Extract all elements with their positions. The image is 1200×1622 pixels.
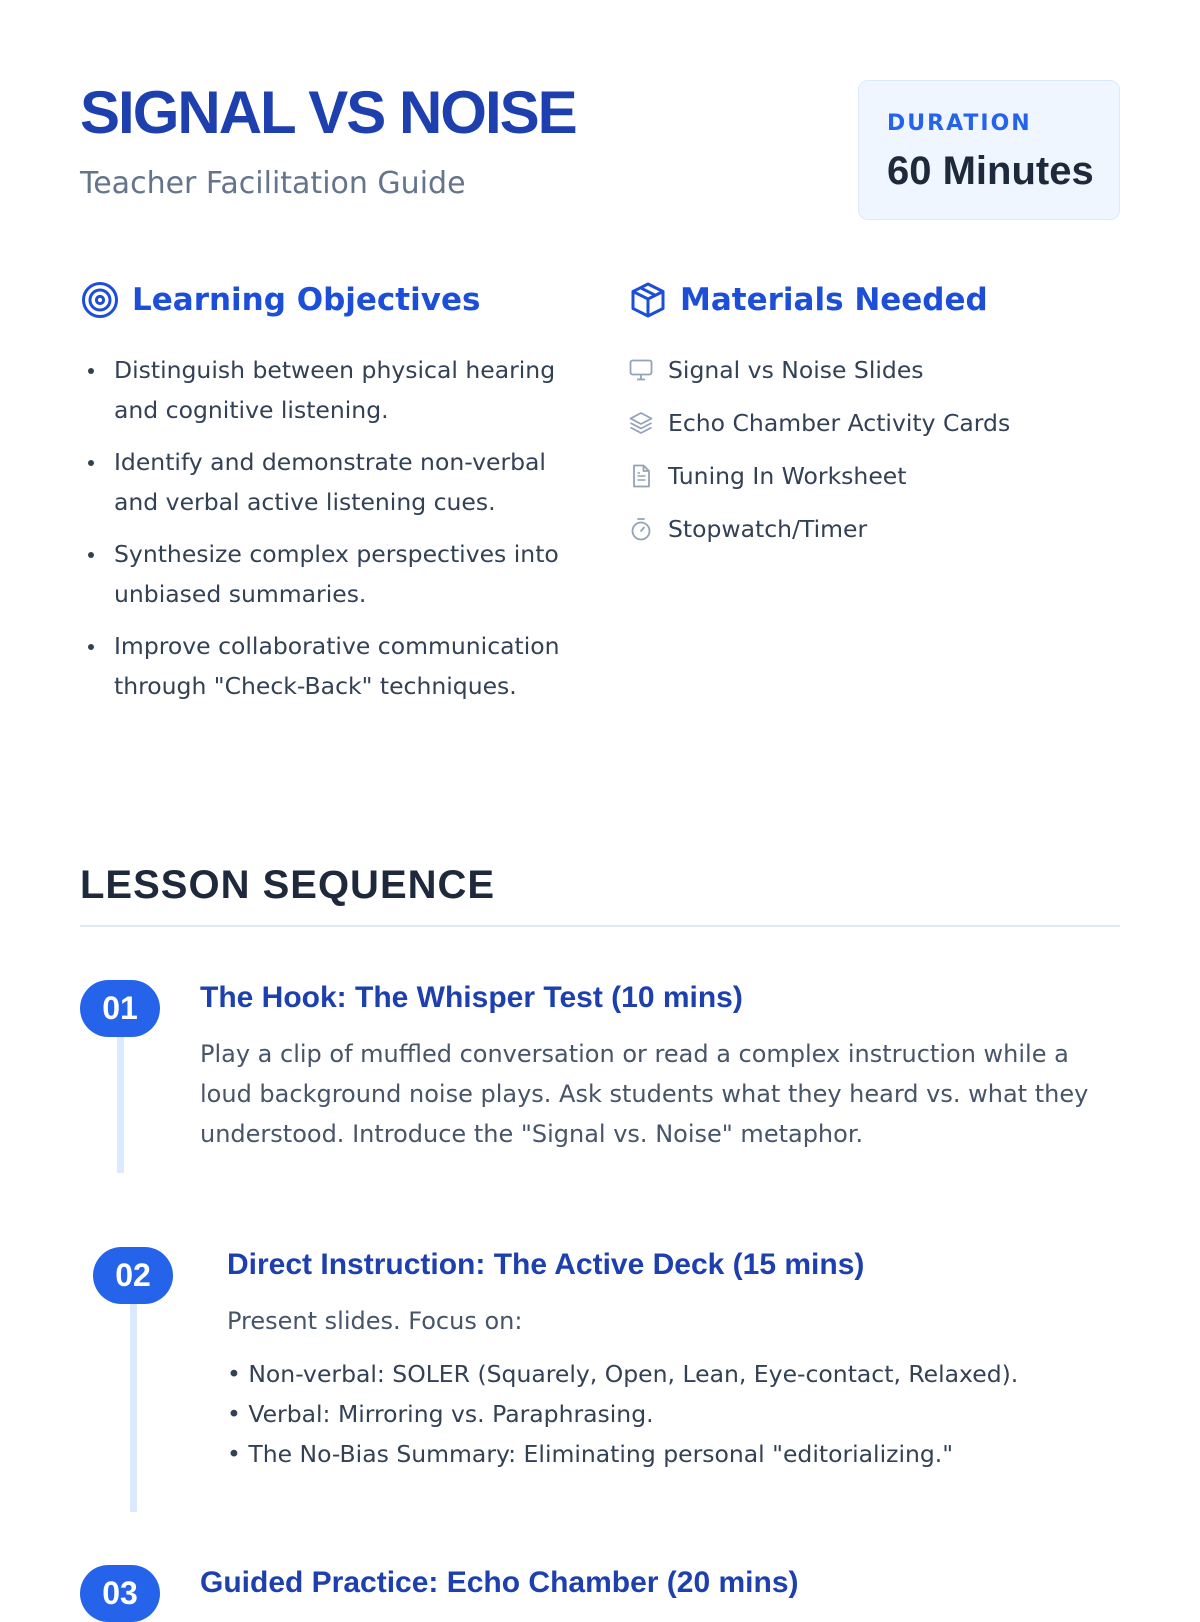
step-bullet: • Non-verbal: SOLER (Squarely, Open, Lean, Eye-contact, Relaxed). xyxy=(227,1354,1018,1394)
duration-label: DURATION xyxy=(887,111,1032,136)
material-label: Signal vs Noise Slides xyxy=(668,356,924,384)
timeline-line xyxy=(130,1304,137,1512)
monitor-icon xyxy=(628,357,654,383)
objective-item: Distinguish between physical hearing and cognitive listening. xyxy=(80,350,560,430)
duration-badge xyxy=(858,80,1120,220)
duration-value: 60 Minutes xyxy=(887,149,1094,193)
objectives-header xyxy=(80,280,480,320)
objective-item: Improve collaborative communication through "Check-Back" techniques. xyxy=(80,626,560,706)
objective-item: Synthesize complex perspectives into unbiased summaries. xyxy=(80,534,560,614)
material-item xyxy=(628,509,1108,549)
step-number: 03 xyxy=(80,1565,160,1622)
step-number: 01 xyxy=(80,980,160,1037)
box-icon xyxy=(628,280,668,320)
material-label: Echo Chamber Activity Cards xyxy=(668,409,1011,437)
step-title: The Hook: The Whisper Test (10 mins) xyxy=(200,981,743,1014)
material-item xyxy=(628,350,1108,390)
step-description: Play a clip of muffled conversation or read a complex instruction while a loud background noise plays. Ask students what they heard vs. what they understood. Introduce the "Signal vs. Noise" metaphor. xyxy=(200,1040,1089,1148)
material-item xyxy=(628,403,1108,443)
facilitation-guide-page xyxy=(80,0,1120,1611)
document-icon xyxy=(628,463,654,489)
step-title: Guided Practice: Echo Chamber (20 mins) xyxy=(200,1566,799,1599)
material-label: Stopwatch/Timer xyxy=(668,515,868,543)
page-title: SIGNAL VS NOISE xyxy=(80,79,576,146)
materials-heading: Materials Needed xyxy=(680,282,988,318)
step-number: 02 xyxy=(93,1247,173,1304)
materials-list xyxy=(628,350,1108,562)
sequence-heading: LESSON SEQUENCE xyxy=(80,863,496,907)
step-bullets xyxy=(227,1354,1018,1474)
timer-icon xyxy=(628,516,654,542)
layers-icon xyxy=(628,410,654,436)
step-title: Direct Instruction: The Active Deck (15 mins) xyxy=(227,1248,865,1281)
materials-header xyxy=(628,280,988,320)
step-bullet: • The No-Bias Summary: Eliminating personal "editorializing." xyxy=(227,1434,1018,1474)
page-subtitle: Teacher Facilitation Guide xyxy=(80,166,466,201)
objective-item: Identify and demonstrate non-verbal and verbal active listening cues. xyxy=(80,442,560,522)
objectives-heading: Learning Objectives xyxy=(132,282,481,318)
material-label: Tuning In Worksheet xyxy=(668,462,907,490)
step-bullet: • Verbal: Mirroring vs. Paraphrasing. xyxy=(227,1394,1018,1434)
step-description: Present slides. Focus on: xyxy=(227,1307,523,1335)
objectives-list xyxy=(80,350,560,718)
material-item xyxy=(628,456,1108,496)
timeline-line xyxy=(117,1037,124,1173)
target-icon xyxy=(80,280,120,320)
section-divider xyxy=(80,925,1120,927)
